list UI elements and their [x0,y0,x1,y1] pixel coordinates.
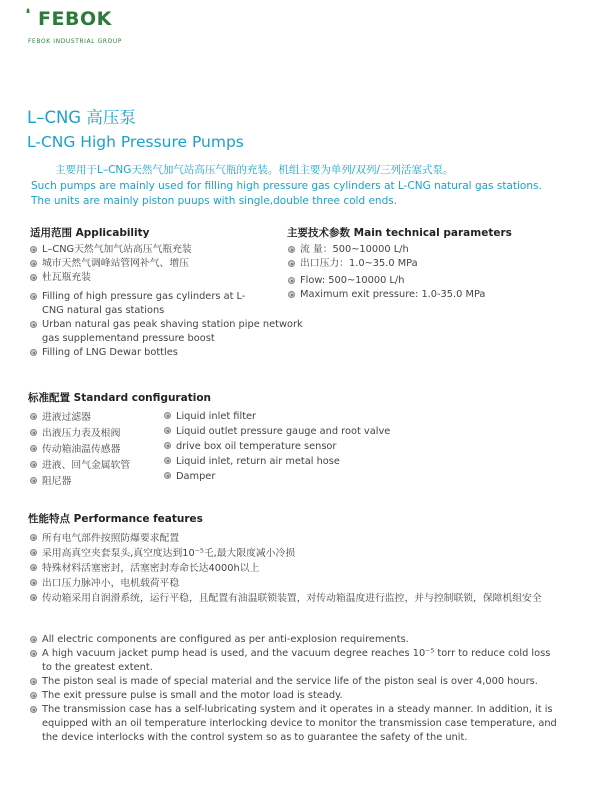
standard-list-en [162,409,422,484]
parameters-heading: 主要技术参数 Main technical parameters [287,227,512,239]
intro-cn: 主要用于L–CNG天然气加气站高压气瓶的充装。机组主要为单列/双列/三列活塞式泵。 [55,164,454,176]
page-title-cn: L–CNG 高压泵 [27,108,136,127]
list-item: 特殊材料活塞密封，活塞密封寿命长达4000h以上 [28,561,563,576]
brand-name: FEBOK [38,8,112,30]
bullet-icon [288,246,295,253]
bullet-icon [30,274,37,281]
applicability-list [28,243,308,360]
bullet-icon [30,321,37,328]
bullet-icon [164,472,171,479]
list-item: Filling of high pressure gas cylinders at L-CNG natural gas stations [28,290,252,318]
list-item: 进液过滤器 [28,410,158,426]
list-item: Liquid inlet filter [162,409,422,424]
applicability-heading: 适用范围 Applicability [30,227,150,239]
list-item: Liquid inlet, return air metal hose [162,454,422,469]
list-item: 杜瓦瓶充装 [28,271,308,285]
list-item: A high vacuum jacket pump head is used, and the vacuum degree reaches 10⁻⁵ torr to reduce cold loss to the greatest extent. [28,647,558,675]
bullet-icon [30,413,37,420]
list-item: The piston seal is made of special material and the service life of the piston seal is over 4,000 hours. [28,675,558,689]
list-item: 所有电气部件按照防爆要求配置 [28,531,563,546]
performance-list-en [28,633,558,745]
bullet-icon [30,579,37,586]
bullet-icon [30,429,37,436]
list-item: Urban natural gas peak shaving station pipe network gas supplementand pressure boost [28,318,307,346]
bullet-icon [30,678,37,685]
list-item: The transmission case has a self-lubricating system and it operates in a steady manner. In addition, it is equipped with an oil temperature interlocking device to monitor the transmission case temperature, and the device interlocks with the control system so as to guarantee the safety of the unit. [28,703,558,745]
page-title-en: L-CNG High Pressure Pumps [27,133,244,151]
performance-heading: 性能特点 Performance features [28,513,203,525]
bullet-icon [30,636,37,643]
bullet-icon [30,349,37,356]
list-item: 传动箱油温传感器 [28,442,158,458]
brand-subtitle: FEBOK INDUSTRIAL GROUP [28,39,123,45]
intro-en: Such pumps are mainly used for filling high pressure gas cylinders at L-CNG natural gas stations. The units are mainly piston puups with single,double three cold ends. [31,180,542,207]
bullet-icon [30,246,37,253]
bullet-icon [30,549,37,556]
list-item: 出口压力脉冲小，电机载荷平稳 [28,576,563,591]
list-item: drive box oil temperature sensor [162,439,422,454]
bullet-icon [164,427,171,434]
list-item: Flow: 500~10000 L/h [286,274,576,288]
standard-list-cn [28,410,158,490]
list-item: All electric components are configured as per anti-explosion requirements. [28,633,558,647]
list-item: 阻尼器 [28,474,158,490]
bullet-icon [164,457,171,464]
bullet-icon [164,442,171,449]
list-item: Maximum exit pressure: 1.0-35.0 MPa [286,288,576,302]
bullet-icon [30,293,37,300]
standard-heading: 标准配置 Standard configuration [28,392,212,404]
bullet-icon [30,477,37,484]
list-item: 传动箱采用自润滑系统，运行平稳，且配置有油温联锁装置，对传动箱温度进行监控，并与控制联锁，保障机组安全 [28,591,563,606]
bullet-icon [30,445,37,452]
bullet-icon [30,650,37,657]
list-item: Liquid outlet pressure gauge and root valve [162,424,422,439]
list-item: The exit pressure pulse is small and the motor load is steady. [28,689,558,703]
bullet-icon [30,692,37,699]
list-item: 流 量：500~10000 L/h [286,243,576,257]
bullet-icon [30,461,37,468]
list-item: 城市天然气调峰站管网补气、增压 [28,257,308,271]
bullet-icon [164,412,171,419]
list-item: 采用高真空夹套泵头,真空度达到10⁻⁵乇,最大限度减小冷损 [28,546,563,561]
bullet-icon [288,277,295,284]
list-item: Filling of LNG Dewar bottles [28,346,308,360]
list-item: L–CNG天然气加气站高压气瓶充装 [28,243,308,257]
list-item: 出液压力表及根阀 [28,426,158,442]
bullet-icon [30,564,37,571]
bullet-icon [30,706,37,713]
bullet-icon [30,534,37,541]
bullet-icon [288,260,295,267]
bullet-icon [30,260,37,267]
parameters-list [286,243,576,302]
list-item: 出口压力：1.0~35.0 MPa [286,257,576,271]
list-item: 进液、回气金属软管 [28,458,158,474]
bullet-icon [288,291,295,298]
performance-list-cn [28,531,563,606]
bullet-icon [30,594,37,601]
list-item: Damper [162,469,422,484]
